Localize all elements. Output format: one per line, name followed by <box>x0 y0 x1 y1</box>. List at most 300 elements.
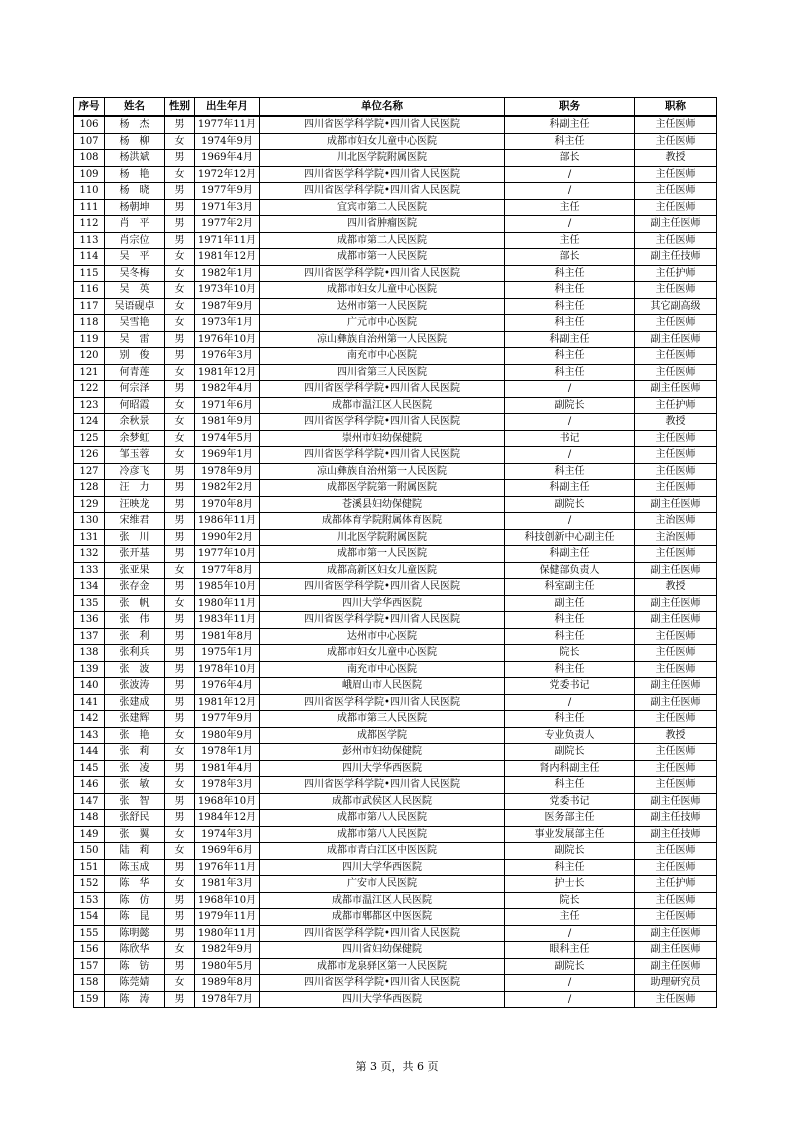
table-row <box>74 727 717 744</box>
cell-birth: 1980年9月 <box>195 727 260 744</box>
cell-name: 陈 仿 <box>105 892 165 909</box>
cell-seq: 132 <box>74 546 105 563</box>
cell-name: 张 伟 <box>105 612 165 629</box>
cell-birth: 1972年12月 <box>195 166 260 183</box>
cell-seq: 109 <box>74 166 105 183</box>
cell-name: 吴 英 <box>105 282 165 299</box>
cell-seq: 126 <box>74 447 105 464</box>
cell-position: 事业发展部主任 <box>505 826 635 843</box>
cell-title: 副主任医师 <box>635 595 717 612</box>
cell-position: 副院长 <box>505 843 635 860</box>
cell-birth: 1981年12月 <box>195 249 260 266</box>
cell-position: / <box>505 166 635 183</box>
table-row <box>74 381 717 398</box>
cell-unit: 成都市温江区人民医院 <box>260 397 505 414</box>
table-row <box>74 463 717 480</box>
cell-seq: 128 <box>74 480 105 497</box>
cell-unit: 成都市龙泉驿区第一人民医院 <box>260 958 505 975</box>
cell-name: 陈 昆 <box>105 909 165 926</box>
cell-title: 教授 <box>635 414 717 431</box>
cell-birth: 1981年9月 <box>195 414 260 431</box>
cell-title: 主任医师 <box>635 711 717 728</box>
cell-unit: 成都市武侯区人民医院 <box>260 793 505 810</box>
cell-unit: 广安市人民医院 <box>260 876 505 893</box>
table-row <box>74 562 717 579</box>
cell-seq: 114 <box>74 249 105 266</box>
cell-unit: 南充市中心医院 <box>260 661 505 678</box>
cell-name: 张利兵 <box>105 645 165 662</box>
cell-name: 吴 雷 <box>105 331 165 348</box>
cell-position: / <box>505 991 635 1008</box>
table-row <box>74 447 717 464</box>
cell-position: 科副主任 <box>505 331 635 348</box>
cell-gender: 女 <box>165 133 195 150</box>
cell-gender: 男 <box>165 678 195 695</box>
cell-position: 党委书记 <box>505 678 635 695</box>
table-header <box>74 98 717 117</box>
header-name: 姓名 <box>105 98 165 117</box>
cell-name: 张亚果 <box>105 562 165 579</box>
cell-seq: 155 <box>74 925 105 942</box>
table-row <box>74 595 717 612</box>
table-row <box>74 364 717 381</box>
table-row <box>74 414 717 431</box>
cell-unit: 成都医学院第一附属医院 <box>260 480 505 497</box>
cell-gender: 男 <box>165 760 195 777</box>
cell-title: 副主任医师 <box>635 694 717 711</box>
cell-name: 吴冬梅 <box>105 265 165 282</box>
cell-name: 张 波 <box>105 661 165 678</box>
cell-name: 陈明懿 <box>105 925 165 942</box>
cell-gender: 女 <box>165 282 195 299</box>
cell-gender: 男 <box>165 331 195 348</box>
cell-gender: 女 <box>165 166 195 183</box>
cell-birth: 1974年5月 <box>195 430 260 447</box>
cell-seq: 144 <box>74 744 105 761</box>
table-row <box>74 612 717 629</box>
cell-name: 汪 力 <box>105 480 165 497</box>
cell-birth: 1971年3月 <box>195 199 260 216</box>
cell-birth: 1969年4月 <box>195 150 260 167</box>
cell-birth: 1970年8月 <box>195 496 260 513</box>
cell-gender: 男 <box>165 232 195 249</box>
cell-unit: 成都市第三人民医院 <box>260 711 505 728</box>
cell-seq: 108 <box>74 150 105 167</box>
table-row <box>74 711 717 728</box>
cell-position: 部长 <box>505 249 635 266</box>
table-row <box>74 513 717 530</box>
cell-gender: 女 <box>165 430 195 447</box>
cell-position: / <box>505 183 635 200</box>
table-row <box>74 661 717 678</box>
cell-birth: 1990年2月 <box>195 529 260 546</box>
cell-gender: 男 <box>165 463 195 480</box>
cell-seq: 113 <box>74 232 105 249</box>
cell-unit: 四川省第三人民医院 <box>260 364 505 381</box>
cell-title: 主任医师 <box>635 463 717 480</box>
cell-seq: 130 <box>74 513 105 530</box>
table-row <box>74 810 717 827</box>
table-row <box>74 793 717 810</box>
cell-name: 汪映龙 <box>105 496 165 513</box>
cell-gender: 女 <box>165 414 195 431</box>
cell-position: / <box>505 925 635 942</box>
cell-birth: 1968年10月 <box>195 892 260 909</box>
cell-name: 张舒民 <box>105 810 165 827</box>
cell-title: 主任医师 <box>635 760 717 777</box>
cell-birth: 1978年10月 <box>195 661 260 678</box>
cell-position: 院长 <box>505 892 635 909</box>
cell-gender: 男 <box>165 496 195 513</box>
cell-name: 吴语砚卓 <box>105 298 165 315</box>
cell-position: 主任 <box>505 199 635 216</box>
table-row <box>74 826 717 843</box>
header-seq: 序号 <box>74 98 105 117</box>
table-row <box>74 150 717 167</box>
cell-seq: 135 <box>74 595 105 612</box>
cell-gender: 女 <box>165 843 195 860</box>
cell-title: 主任医师 <box>635 364 717 381</box>
cell-title: 主任护师 <box>635 397 717 414</box>
cell-birth: 1973年1月 <box>195 315 260 332</box>
cell-unit: 四川省医学科学院•四川省人民医院 <box>260 447 505 464</box>
cell-position: 科副主任 <box>505 480 635 497</box>
cell-position: 科室副主任 <box>505 579 635 596</box>
cell-gender: 男 <box>165 183 195 200</box>
cell-position: 科主任 <box>505 265 635 282</box>
table-row <box>74 744 717 761</box>
cell-position: 副院长 <box>505 958 635 975</box>
table-row <box>74 925 717 942</box>
table-row <box>74 282 717 299</box>
cell-title: 副主任医师 <box>635 612 717 629</box>
cell-position: 科主任 <box>505 364 635 381</box>
cell-name: 张 智 <box>105 793 165 810</box>
cell-name: 张建辉 <box>105 711 165 728</box>
table-row <box>74 116 717 133</box>
cell-birth: 1974年3月 <box>195 826 260 843</box>
cell-position: 科主任 <box>505 859 635 876</box>
cell-position: 副院长 <box>505 397 635 414</box>
cell-position: 科主任 <box>505 612 635 629</box>
cell-seq: 127 <box>74 463 105 480</box>
table-row <box>74 909 717 926</box>
cell-gender: 男 <box>165 381 195 398</box>
cell-gender: 男 <box>165 909 195 926</box>
cell-seq: 154 <box>74 909 105 926</box>
cell-unit: 成都市第二人民医院 <box>260 232 505 249</box>
cell-seq: 152 <box>74 876 105 893</box>
cell-position: 主任 <box>505 909 635 926</box>
cell-birth: 1981年3月 <box>195 876 260 893</box>
cell-title: 主任护师 <box>635 876 717 893</box>
cell-title: 主治医师 <box>635 529 717 546</box>
cell-unit: 四川大学华西医院 <box>260 859 505 876</box>
cell-title: 主任医师 <box>635 909 717 926</box>
table-row <box>74 942 717 959</box>
cell-title: 主任医师 <box>635 282 717 299</box>
cell-seq: 133 <box>74 562 105 579</box>
cell-gender: 男 <box>165 116 195 133</box>
cell-title: 主任医师 <box>635 546 717 563</box>
cell-gender: 男 <box>165 150 195 167</box>
cell-unit: 四川大学华西医院 <box>260 595 505 612</box>
cell-title: 主任医师 <box>635 892 717 909</box>
cell-seq: 139 <box>74 661 105 678</box>
page-footer: 第 3 页，共 6 页 <box>355 1060 439 1073</box>
table-row <box>74 183 717 200</box>
table-body <box>74 116 717 1008</box>
table-row <box>74 480 717 497</box>
header-row <box>74 98 717 117</box>
table-row <box>74 166 717 183</box>
cell-gender: 男 <box>165 859 195 876</box>
cell-seq: 107 <box>74 133 105 150</box>
header-position: 职务 <box>505 98 635 117</box>
cell-title: 主任医师 <box>635 166 717 183</box>
cell-seq: 134 <box>74 579 105 596</box>
cell-title: 主任医师 <box>635 628 717 645</box>
cell-gender: 男 <box>165 793 195 810</box>
cell-name: 张 艳 <box>105 727 165 744</box>
cell-title: 主任医师 <box>635 133 717 150</box>
cell-unit: 南充市中心医院 <box>260 348 505 365</box>
table-row <box>74 958 717 975</box>
cell-position: 科副主任 <box>505 546 635 563</box>
cell-seq: 115 <box>74 265 105 282</box>
cell-gender: 男 <box>165 199 195 216</box>
cell-name: 何青莲 <box>105 364 165 381</box>
cell-unit: 成都市第一人民医院 <box>260 546 505 563</box>
cell-seq: 131 <box>74 529 105 546</box>
cell-title: 副主任医师 <box>635 216 717 233</box>
table-row <box>74 876 717 893</box>
cell-name: 陈莞婧 <box>105 975 165 992</box>
header-gender: 性别 <box>165 98 195 117</box>
cell-title: 主任医师 <box>635 859 717 876</box>
cell-gender: 女 <box>165 595 195 612</box>
cell-birth: 1976年3月 <box>195 348 260 365</box>
cell-name: 张 利 <box>105 628 165 645</box>
cell-gender: 男 <box>165 529 195 546</box>
cell-seq: 112 <box>74 216 105 233</box>
table-row <box>74 843 717 860</box>
cell-unit: 广元市中心医院 <box>260 315 505 332</box>
cell-unit: 四川省医学科学院•四川省人民医院 <box>260 116 505 133</box>
cell-title: 教授 <box>635 579 717 596</box>
cell-birth: 1981年4月 <box>195 760 260 777</box>
cell-unit: 四川大学华西医院 <box>260 991 505 1008</box>
cell-name: 陈 钫 <box>105 958 165 975</box>
cell-position: 科主任 <box>505 315 635 332</box>
cell-seq: 129 <box>74 496 105 513</box>
table-row <box>74 991 717 1008</box>
cell-name: 杨洪斌 <box>105 150 165 167</box>
cell-name: 杨 晓 <box>105 183 165 200</box>
cell-title: 副主任医师 <box>635 958 717 975</box>
cell-seq: 118 <box>74 315 105 332</box>
cell-birth: 1976年4月 <box>195 678 260 695</box>
cell-unit: 成都市第八人民医院 <box>260 810 505 827</box>
cell-name: 张 莉 <box>105 744 165 761</box>
cell-birth: 1977年11月 <box>195 116 260 133</box>
cell-birth: 1978年1月 <box>195 744 260 761</box>
cell-name: 张 帆 <box>105 595 165 612</box>
cell-position: 副主任 <box>505 595 635 612</box>
cell-gender: 女 <box>165 397 195 414</box>
cell-gender: 女 <box>165 315 195 332</box>
cell-position: 科副主任 <box>505 116 635 133</box>
cell-seq: 110 <box>74 183 105 200</box>
table-row <box>74 975 717 992</box>
cell-birth: 1982年1月 <box>195 265 260 282</box>
cell-seq: 106 <box>74 116 105 133</box>
cell-title: 主任医师 <box>635 232 717 249</box>
cell-name: 张 翼 <box>105 826 165 843</box>
cell-seq: 121 <box>74 364 105 381</box>
cell-gender: 女 <box>165 876 195 893</box>
cell-unit: 达州市第一人民医院 <box>260 298 505 315</box>
cell-birth: 1985年10月 <box>195 579 260 596</box>
cell-name: 杨 艳 <box>105 166 165 183</box>
cell-gender: 女 <box>165 727 195 744</box>
cell-name: 张存金 <box>105 579 165 596</box>
table-row <box>74 859 717 876</box>
cell-seq: 148 <box>74 810 105 827</box>
cell-title: 主任医师 <box>635 661 717 678</box>
cell-position: / <box>505 694 635 711</box>
cell-gender: 女 <box>165 364 195 381</box>
cell-position: 科主任 <box>505 628 635 645</box>
cell-seq: 137 <box>74 628 105 645</box>
cell-name: 余梦虹 <box>105 430 165 447</box>
cell-position: 保健部负责人 <box>505 562 635 579</box>
cell-gender: 男 <box>165 694 195 711</box>
cell-seq: 142 <box>74 711 105 728</box>
personnel-table <box>73 97 717 1008</box>
cell-name: 张波涛 <box>105 678 165 695</box>
cell-title: 主任医师 <box>635 315 717 332</box>
cell-seq: 143 <box>74 727 105 744</box>
cell-birth: 1977年8月 <box>195 562 260 579</box>
cell-title: 主任医师 <box>635 447 717 464</box>
cell-birth: 1974年9月 <box>195 133 260 150</box>
cell-gender: 女 <box>165 249 195 266</box>
cell-gender: 女 <box>165 744 195 761</box>
cell-birth: 1979年11月 <box>195 909 260 926</box>
cell-name: 陆 莉 <box>105 843 165 860</box>
cell-title: 主任医师 <box>635 348 717 365</box>
table-row <box>74 694 717 711</box>
cell-unit: 川北医学院附属医院 <box>260 529 505 546</box>
cell-title: 主任医师 <box>635 199 717 216</box>
cell-position: 院长 <box>505 645 635 662</box>
table-row <box>74 579 717 596</box>
cell-unit: 凉山彝族自治州第一人民医院 <box>260 463 505 480</box>
cell-gender: 男 <box>165 958 195 975</box>
cell-birth: 1977年10月 <box>195 546 260 563</box>
cell-birth: 1968年10月 <box>195 793 260 810</box>
cell-position: / <box>505 216 635 233</box>
cell-title: 主任医师 <box>635 744 717 761</box>
cell-birth: 1984年12月 <box>195 810 260 827</box>
cell-name: 肖宗位 <box>105 232 165 249</box>
cell-seq: 141 <box>74 694 105 711</box>
cell-name: 吴雪艳 <box>105 315 165 332</box>
cell-birth: 1973年10月 <box>195 282 260 299</box>
cell-birth: 1975年1月 <box>195 645 260 662</box>
cell-name: 何宗泽 <box>105 381 165 398</box>
cell-birth: 1977年9月 <box>195 711 260 728</box>
cell-gender: 女 <box>165 975 195 992</box>
cell-title: 主任医师 <box>635 991 717 1008</box>
cell-position: 部长 <box>505 150 635 167</box>
cell-birth: 1969年6月 <box>195 843 260 860</box>
cell-unit: 凉山彝族自治州第一人民医院 <box>260 331 505 348</box>
cell-seq: 124 <box>74 414 105 431</box>
cell-title: 主治医师 <box>635 513 717 530</box>
cell-gender: 男 <box>165 579 195 596</box>
table-row <box>74 397 717 414</box>
cell-seq: 117 <box>74 298 105 315</box>
cell-name: 张 敏 <box>105 777 165 794</box>
table-row <box>74 628 717 645</box>
cell-title: 主任医师 <box>635 843 717 860</box>
cell-unit: 四川省医学科学院•四川省人民医院 <box>260 265 505 282</box>
cell-name: 杨 杰 <box>105 116 165 133</box>
cell-position: 护士长 <box>505 876 635 893</box>
cell-unit: 成都市妇女儿童中心医院 <box>260 133 505 150</box>
cell-seq: 120 <box>74 348 105 365</box>
table-row <box>74 760 717 777</box>
cell-birth: 1971年6月 <box>195 397 260 414</box>
cell-seq: 116 <box>74 282 105 299</box>
cell-gender: 男 <box>165 991 195 1008</box>
table-row <box>74 199 717 216</box>
cell-seq: 111 <box>74 199 105 216</box>
cell-birth: 1976年11月 <box>195 859 260 876</box>
cell-position: 科主任 <box>505 348 635 365</box>
cell-gender: 女 <box>165 298 195 315</box>
cell-name: 张建成 <box>105 694 165 711</box>
cell-seq: 145 <box>74 760 105 777</box>
cell-name: 邹玉蓉 <box>105 447 165 464</box>
cell-position: 科主任 <box>505 298 635 315</box>
cell-seq: 158 <box>74 975 105 992</box>
cell-unit: 四川省医学科学院•四川省人民医院 <box>260 381 505 398</box>
cell-unit: 成都医学院 <box>260 727 505 744</box>
cell-title: 副主任医师 <box>635 496 717 513</box>
cell-unit: 川北医学院附属医院 <box>260 150 505 167</box>
cell-unit: 成都市第八人民医院 <box>260 826 505 843</box>
cell-birth: 1989年8月 <box>195 975 260 992</box>
cell-unit: 四川省肿瘤医院 <box>260 216 505 233</box>
cell-birth: 1976年10月 <box>195 331 260 348</box>
cell-title: 主任医师 <box>635 645 717 662</box>
cell-birth: 1980年5月 <box>195 958 260 975</box>
table-row <box>74 678 717 695</box>
cell-name: 张 川 <box>105 529 165 546</box>
table-row <box>74 529 717 546</box>
cell-gender: 男 <box>165 546 195 563</box>
cell-position: 科主任 <box>505 777 635 794</box>
table-row <box>74 348 717 365</box>
cell-unit: 四川省医学科学院•四川省人民医院 <box>260 183 505 200</box>
cell-gender: 女 <box>165 562 195 579</box>
cell-unit: 成都市第一人民医院 <box>260 249 505 266</box>
table-row <box>74 216 717 233</box>
cell-birth: 1982年9月 <box>195 942 260 959</box>
